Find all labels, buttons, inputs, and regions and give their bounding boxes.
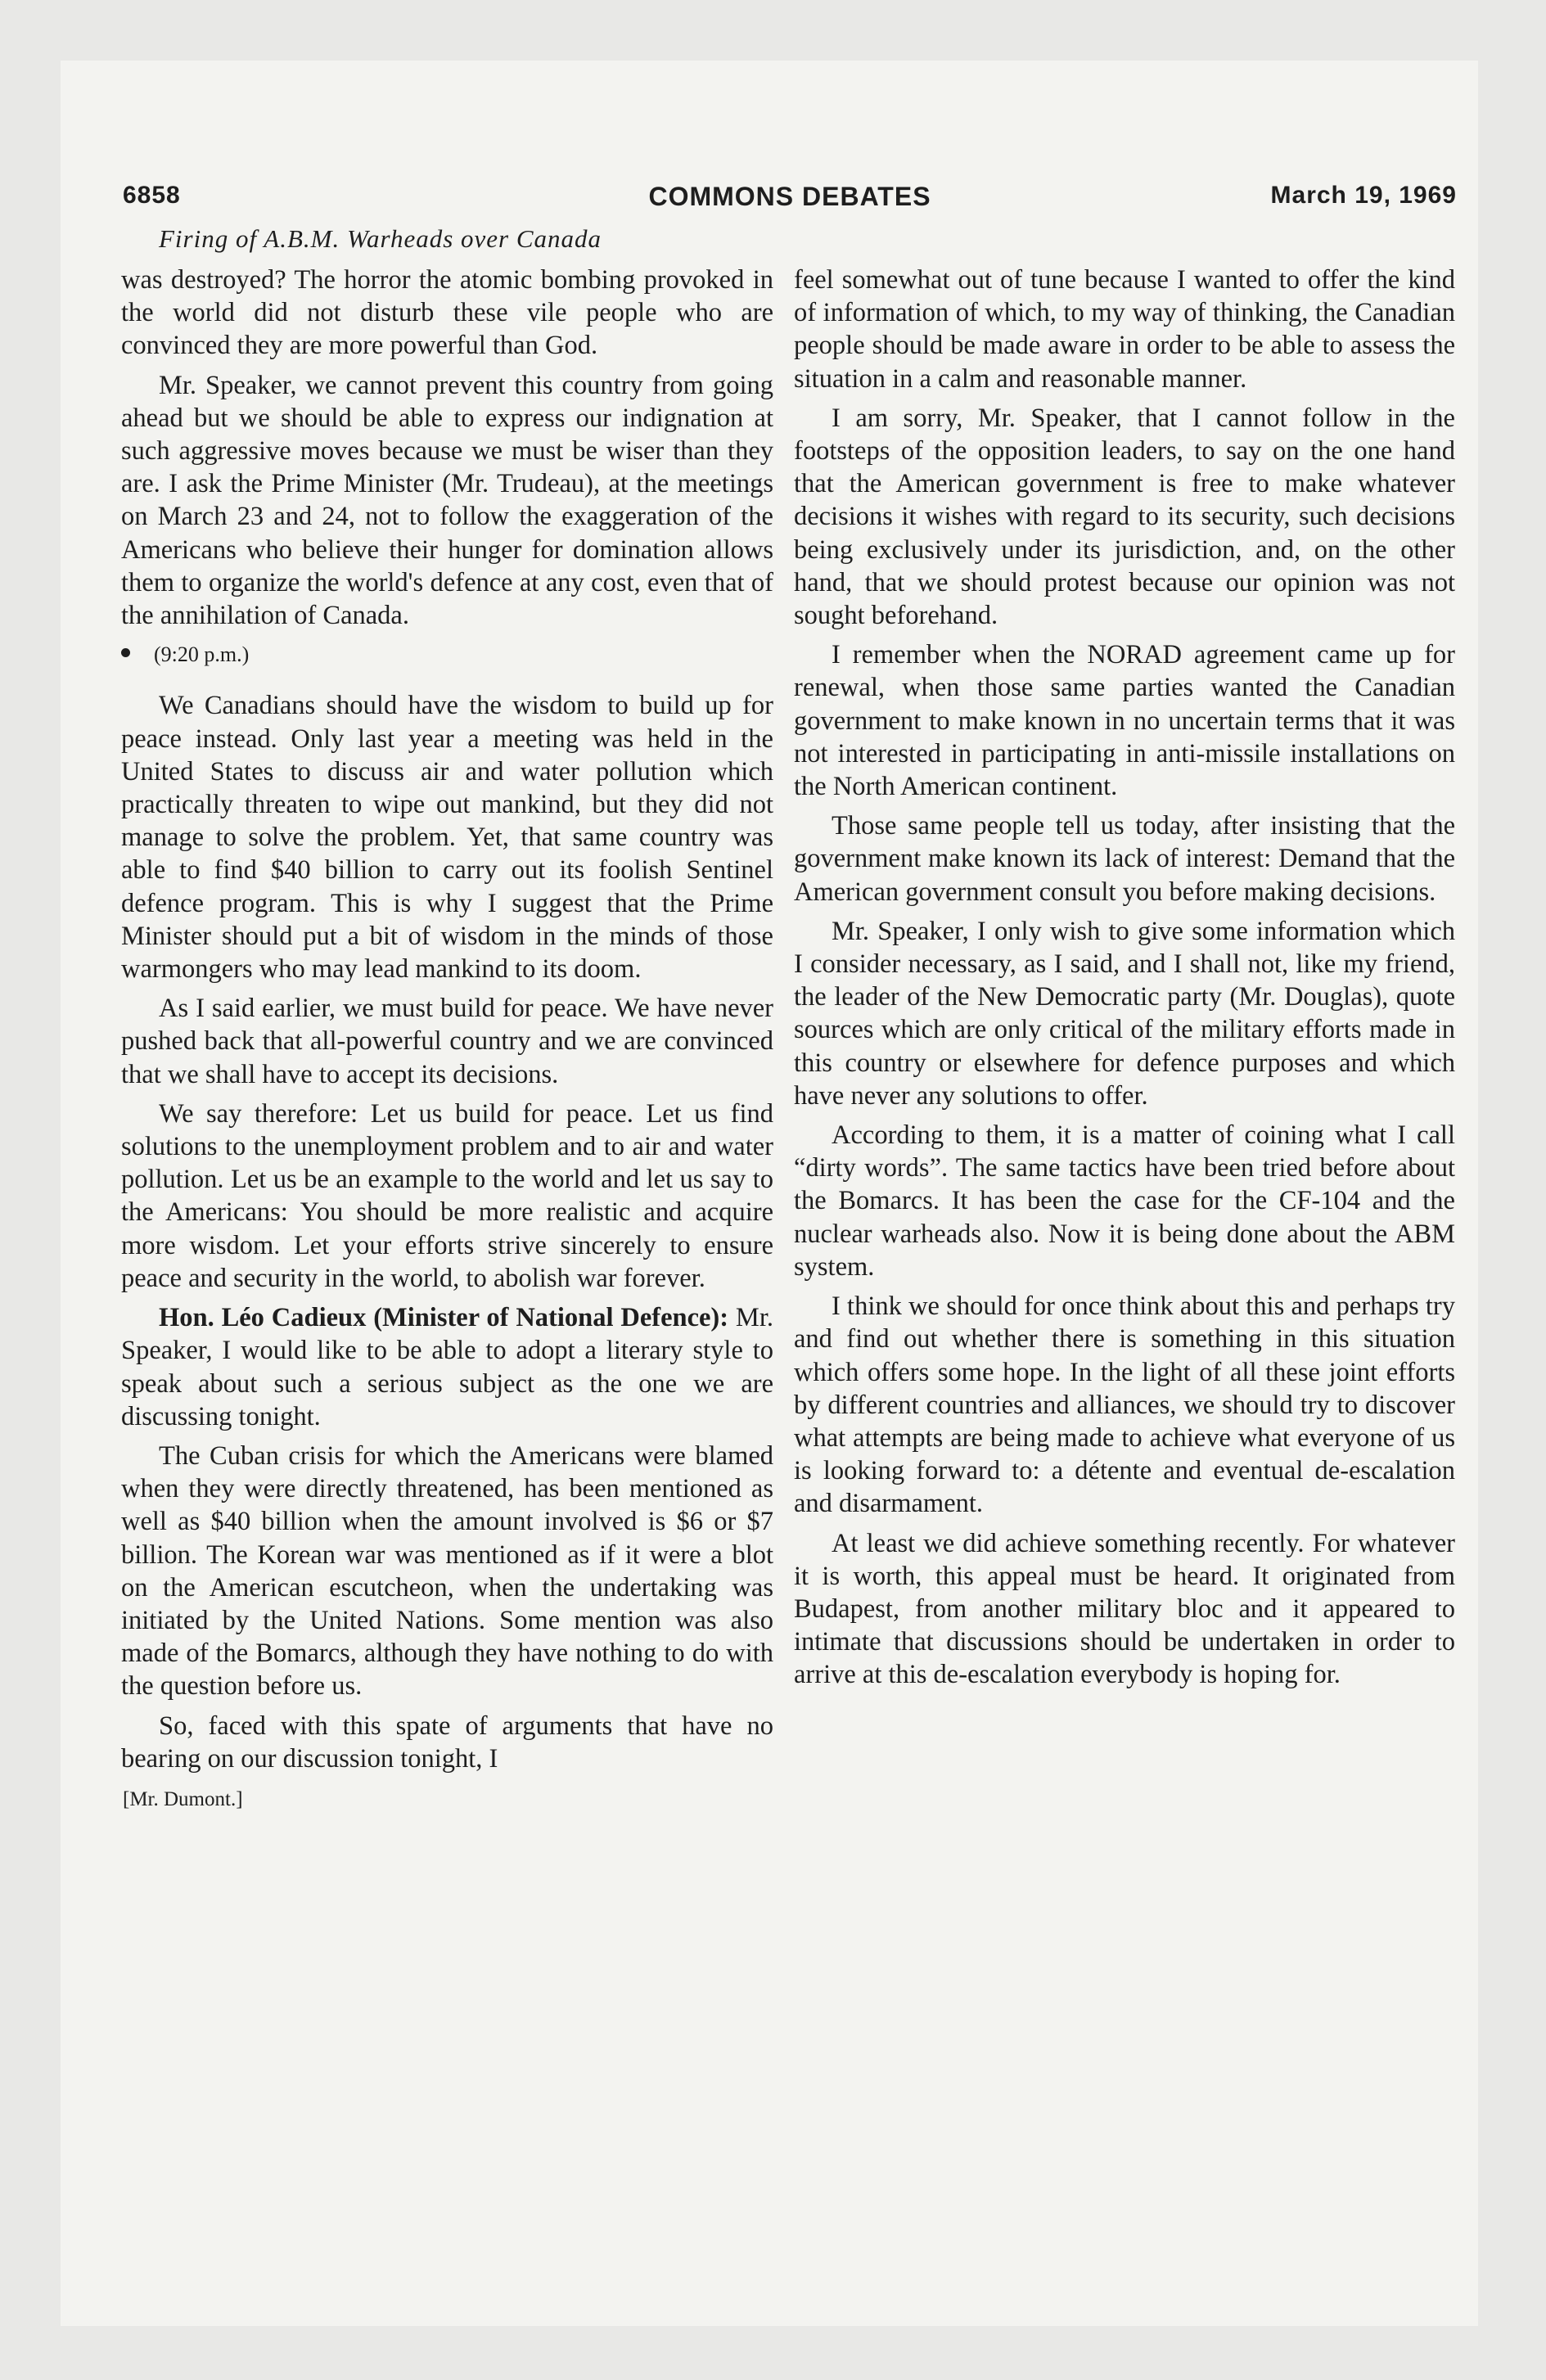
- paragraph: According to them, it is a matter of coining what I call “dirty words”. The same tactics have been tried before about the Bomarcs. It has been the case for the CF-104 and the nuclear warheads also. Now it is being done about the ABM system.: [794, 1120, 1455, 1282]
- paragraph: As I said earlier, we must build for peace. We have never pushed back that all-powerful country and we are convinced that we shall have to accept its decisions.: [121, 994, 773, 1089]
- paragraph: Mr. Speaker, we cannot prevent this country from going ahead but we should be able to express our indignation at such aggressive moves because we must be wiser than they are. I ask the Prime Minister (Mr. Trudeau), at the meetings on March 23 and 24, not to follow the exaggeration of the Americans who believe their hunger for domination allows them to organize the world's defence at any cost, even that of the annihilation of Canada.: [121, 370, 773, 631]
- paragraph: I remember when the NORAD agreement came up for renewal, when those same parties wanted the Canadian government to make known in no uncertain terms that it was not interested in participating in anti-missile installations on the North American continent.: [794, 640, 1455, 802]
- bullet-icon: [121, 648, 130, 657]
- paragraph: was destroyed? The horror the atomic bombing provoked in the world did not disturb these vile people who are convinced they are more powerful than God.: [121, 265, 773, 361]
- paragraph: We say therefore: Let us build for peace. Let us find solutions to the unemployment problem and to air and water pollution. Let us be an example to the world and let us say to the Americans: You should be more realistic and acquire more wisdom. Let your efforts strive sincerely to ensure peace and security in the world, to abolish war forever.: [121, 1098, 773, 1293]
- speaker-name: Hon. Léo Cadieux (Minister of National Defence):: [159, 1303, 729, 1333]
- paragraph: We Canadians should have the wisdom to build up for peace instead. Only last year a meeting was held in the United States to discuss air and water pollution which practically threaten to wipe out mankind, but they did not manage to solve the problem. Yet, that same country was able to find $40 billion to carry out its foolish Sentinel defence program. This is why I suggest that the Prime Minister should put a bit of wisdom in the minds of those warmongers who may lead mankind to its doom.: [121, 691, 773, 985]
- paragraph: feel somewhat out of tune because I wanted to offer the kind of information of which, to my way of thinking, the Canadian people should be made aware in order to be able to assess the situation in a calm and reasonable manner.: [794, 265, 1455, 394]
- page-header: [123, 182, 1457, 223]
- time-stamp-text: (9:20 p.m.): [154, 642, 250, 667]
- right-column: [794, 264, 1455, 1698]
- publication-title: COMMONS DEBATES: [648, 182, 931, 211]
- page-number: 6858: [123, 182, 181, 209]
- paragraph: Mr. Speaker, I only wish to give some information which I consider necessary, as I said, and I shall not, like my friend, the leader of the New Democratic party (Mr. Douglas), quote sources which are only critical of the military efforts made in this country or elsewhere for defence purposes and which have never any solutions to offer.: [794, 916, 1455, 1111]
- section-title: Firing of A.B.M. Warheads over Canada: [159, 224, 602, 253]
- speaker-paragraph: [121, 1301, 773, 1433]
- paragraph: So, faced with this spate of arguments that have no bearing on our discussion tonight, I: [121, 1711, 773, 1774]
- paragraph: At least we did achieve something recently. For whatever it is worth, this appeal must be heard. It originated from Budapest, from another military bloc and it appeared to intimate that discussions should be undertaken in order to arrive at this de-escalation everybody is hoping for.: [794, 1528, 1455, 1690]
- paragraph: Those same people tell us today, after insisting that the government make known its lack of interest: Demand that the American government consult you before making decisions.: [794, 811, 1455, 907]
- page-date: March 19, 1969: [1270, 182, 1457, 209]
- paragraph: The Cuban crisis for which the Americans were blamed when they were directly threatened, has been mentioned as well as $40 billion when the amount involved is $6 or $7 billion. The Korean war was mentioned as if it were a blot on the American escutcheon, when the undertaking was initiated by the United Nations. Some mention was also made of the Bomarcs, although they have nothing to do with the question before us.: [121, 1440, 773, 1702]
- paragraph: I am sorry, Mr. Speaker, that I cannot follow in the footsteps of the opposition leaders, to say on the one hand that the American government is free to make whatever decisions it wishes with regard to its security, such decisions being exclusively under its jurisdiction, and, on the other hand, that we should protest because our opinion was not sought beforehand.: [794, 403, 1455, 631]
- left-column: [121, 264, 773, 1816]
- paragraph: I think we should for once think about this and perhaps try and find out whether there is something in this situation which offers some hope. In the light of all these joint efforts by different countries and alliances, we should try to discover what attempts are being made to achieve what everyone of us is looking forward to: a détente and eventual de-escalation and disarmament.: [794, 1291, 1455, 1519]
- speaker-attribution: [Mr. Dumont.]: [123, 1787, 243, 1810]
- speech-text: Mr. Speaker, I would like to be able to adopt a literary style to speak about such a serious subject as the one we are discussing tonight.: [121, 1303, 773, 1431]
- time-stamp: [154, 638, 773, 671]
